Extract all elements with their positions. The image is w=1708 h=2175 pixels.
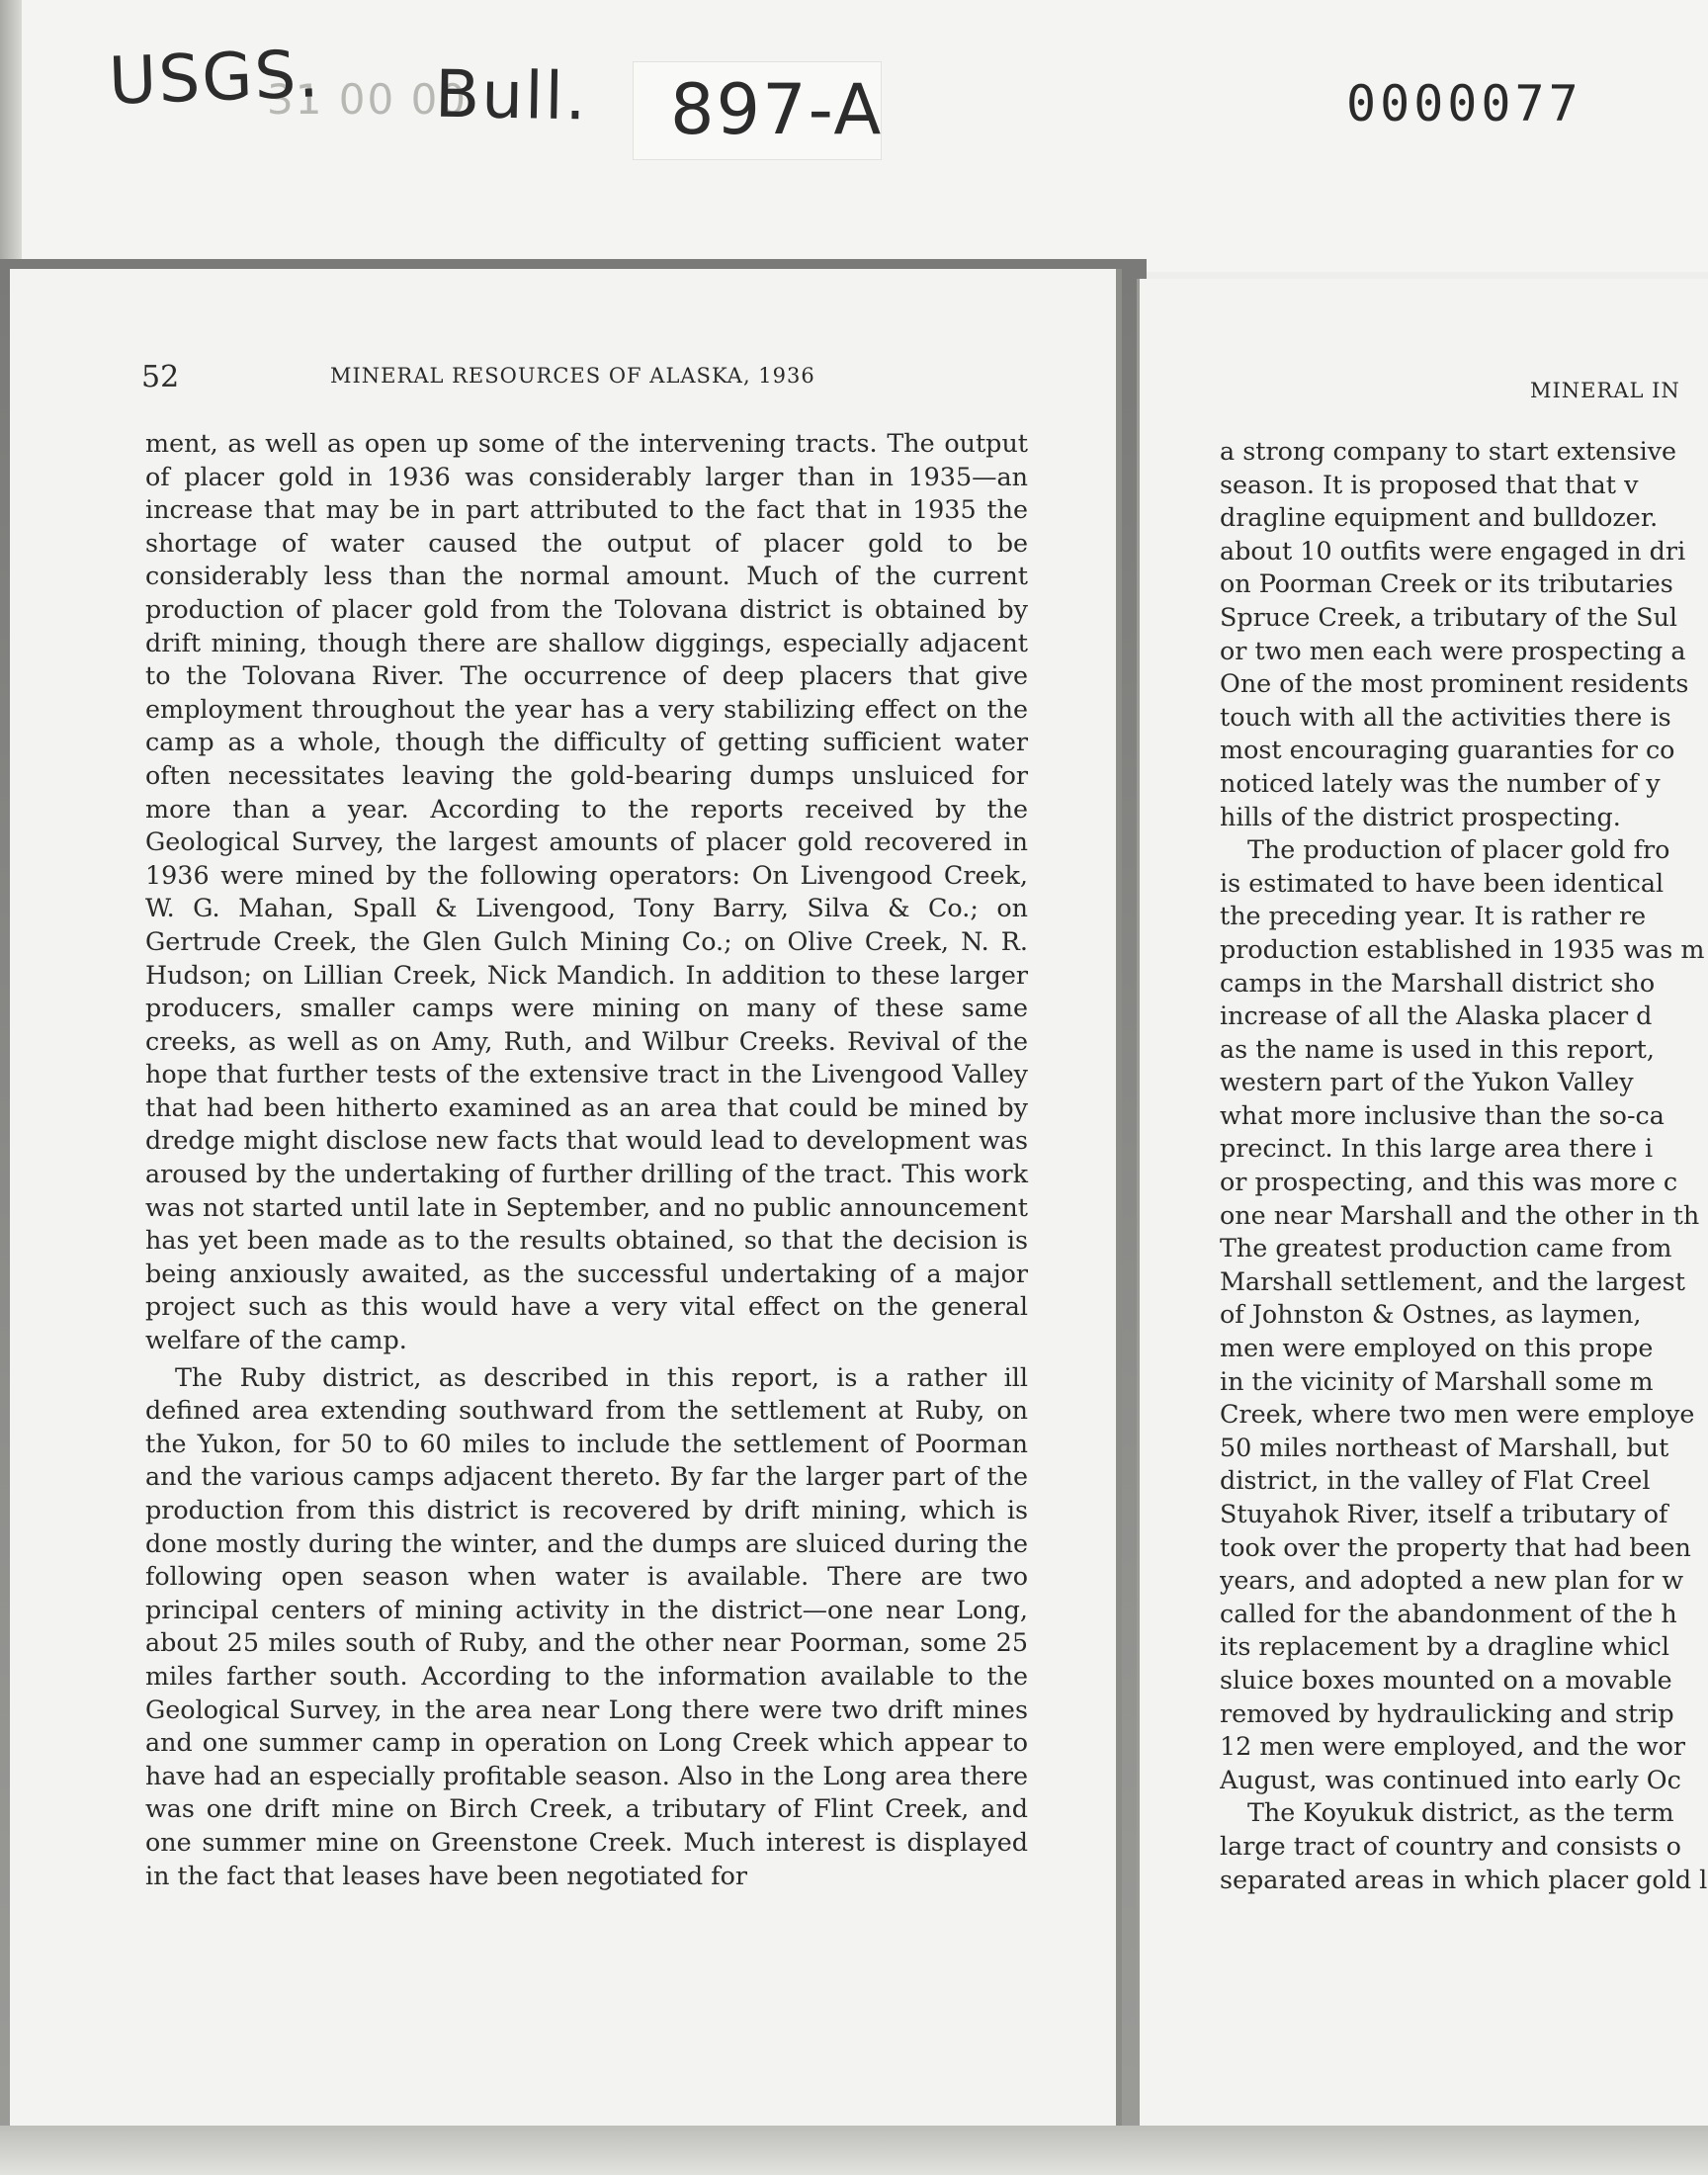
text-line: one near Marshall and the other in th: [1220, 1199, 1700, 1230]
text-line: took over the property that had been: [1220, 1531, 1691, 1562]
text-line: production established in 1935 was m: [1220, 933, 1705, 964]
text-line: camps in the Marshall district sho: [1220, 967, 1656, 998]
text-line: 12 men were employed, and the wor: [1220, 1731, 1686, 1762]
paragraph: The Ruby district, as described in this report, is a rather ill defined area extending southward from the settlement at Ruby, on the Yukon, for 50 to 60 miles to include the settlement of Poorman and the various camps adjacent thereto. By far the larger part of the production from this district is recovered by drift mining, which is done mostly during the winter, and the dumps are sluiced during the following open season when water is available. There are two principal centers of mining activity in the district—one near Long, about 25 miles south of Ruby, and the other near Poorman, some 25 miles farther south. According to the information available to the Geological Survey, in the area near Long there were two drift mines and one summer camp in operation on Long Creek which appear to have had an especially profitable season. Also in the Long area there was one drift mine on Birch Creek, a tributary of Flint Creek, and one summer mine on Greenstone Creek. Much interest is displayed in the fact that leases have been negotiated for: [145, 1361, 1028, 1890]
text-line: its replacement by a dragline whicl: [1220, 1631, 1669, 1662]
text-line: hills of the district prospecting.: [1220, 801, 1621, 831]
text-line: men were employed on this prope: [1220, 1333, 1654, 1363]
text-line: dragline equipment and bulldozer.: [1220, 502, 1659, 533]
text-line: on Poorman Creek or its tributaries: [1220, 568, 1673, 599]
text-line: Spruce Creek, a tributary of the Sul: [1220, 601, 1678, 632]
right-running-head: MINERAL IN: [1530, 379, 1680, 402]
text-line: The production of placer gold fro: [1247, 834, 1670, 865]
text-line: the preceding year. It is rather re: [1220, 901, 1647, 931]
text-line: The greatest production came from: [1220, 1233, 1672, 1263]
text-line: district, in the valley of Flat Creel: [1220, 1465, 1651, 1496]
text-line: August, was continued into early Oc: [1220, 1764, 1681, 1794]
text-line: The Koyukuk district, as the term: [1247, 1797, 1674, 1828]
left-text-column: [145, 427, 1028, 1892]
text-line: as the name is used in this report,: [1220, 1033, 1655, 1064]
text-line: what more inclusive than the so-ca: [1220, 1099, 1665, 1130]
scan-bottom-band: [0, 2126, 1708, 2175]
stamped-document-number: 0000077: [1346, 75, 1582, 132]
text-line: years, and adopted a new plan for w: [1220, 1565, 1684, 1596]
text-line: season. It is proposed that that v: [1220, 469, 1639, 499]
text-line: large tract of country and consists o: [1220, 1830, 1681, 1861]
text-line: touch with all the activities there is: [1220, 701, 1671, 732]
text-line: Marshall settlement, and the largest: [1220, 1265, 1685, 1296]
handwritten-bull-label: Bull.: [434, 55, 589, 135]
paragraph: ment, as well as open up some of the intervening tracts. The output of placer gold in 1936 was considerably larger than in 1935—an increase that may be in part attributed to the fact that in 1935 the shortage of water caused the output of placer gold to be considerably less than the normal amount. Much of the current production of placer gold from the Tolovana district is obtained by drift mining, though there are shallow diggings, especially adjacent to the Tolovana River. The occurrence of deep placers that give employment throughout the year has a very stabilizing effect on the camp as a whole, though the difficulty of getting sufficient water often necessitates leaving the gold-bearing dumps unsluiced for more than a year. According to the reports received by the Geological Survey, the largest amounts of placer gold recovered in 1936 were mined by the following operators: On Livengood Creek, W. G. Mahan, Spall & Livengood, Tony Barry, Silva & Co.; on Gertrude Creek, the Glen Gulch Mining Co.; on Olive Creek, N. R. Hudson; on Lillian Creek, Nick Mandich. In addition to these larger producers, smaller camps were mining on many of these same creeks, as well as on Amy, Ruth, and Wilbur Creeks. Revival of the hope that further tests of the extensive tract in the Livengood Valley that had been hitherto examined as an area that could be mined by dredge might disclose new facts that would lead to development was aroused by the undertaking of further drilling of the tract. This work was not started until late in September, and no public announcement has yet been made as to the results obtained, so that the decision is being anxiously awaited, as the successful undertaking of a major project such as this would have a very vital effect on the general welfare of the camp.: [145, 428, 1028, 1355]
right-text-column: [1220, 435, 1708, 1896]
text-line: removed by hydraulicking and strip: [1220, 1697, 1674, 1728]
handwritten-series-label: USGS.: [107, 36, 322, 120]
text-line: called for the abandonment of the h: [1220, 1598, 1677, 1628]
text-line: most encouraging guaranties for co: [1220, 735, 1675, 765]
text-line: Creek, where two men were employe: [1220, 1399, 1695, 1430]
text-line: is estimated to have been identical: [1220, 867, 1665, 898]
text-line: increase of all the Alaska placer d: [1220, 1000, 1653, 1031]
handwritten-bulletin-number: 897-A: [670, 69, 884, 150]
faint-stamp-text: 31 00 00: [267, 75, 469, 124]
text-line: noticed lately was the number of y: [1220, 767, 1661, 798]
text-line: Stuyahok River, itself a tributary of: [1220, 1499, 1668, 1528]
text-line: of Johnston & Ostnes, as laymen,: [1220, 1299, 1642, 1330]
text-line: a strong company to start extensive: [1220, 436, 1677, 466]
text-line: One of the most prominent residents: [1220, 668, 1689, 699]
text-line: western part of the Yukon Valley: [1220, 1067, 1634, 1097]
text-line: in the vicinity of Marshall some m: [1220, 1365, 1654, 1396]
text-line: sluice boxes mounted on a movable: [1220, 1664, 1672, 1695]
text-line: or prospecting, and this was more c: [1220, 1167, 1678, 1197]
text-line: separated areas in which placer gold l: [1220, 1864, 1708, 1894]
text-line: about 10 outfits were engaged in dri: [1220, 535, 1686, 566]
text-line: or two men each were prospecting a: [1220, 635, 1686, 665]
page-number: 52: [141, 360, 180, 394]
left-running-head: MINERAL RESOURCES OF ALASKA, 1936: [330, 364, 815, 388]
text-line: precinct. In this large area there i: [1220, 1133, 1654, 1164]
text-line: 50 miles northeast of Marshall, but: [1220, 1432, 1669, 1462]
